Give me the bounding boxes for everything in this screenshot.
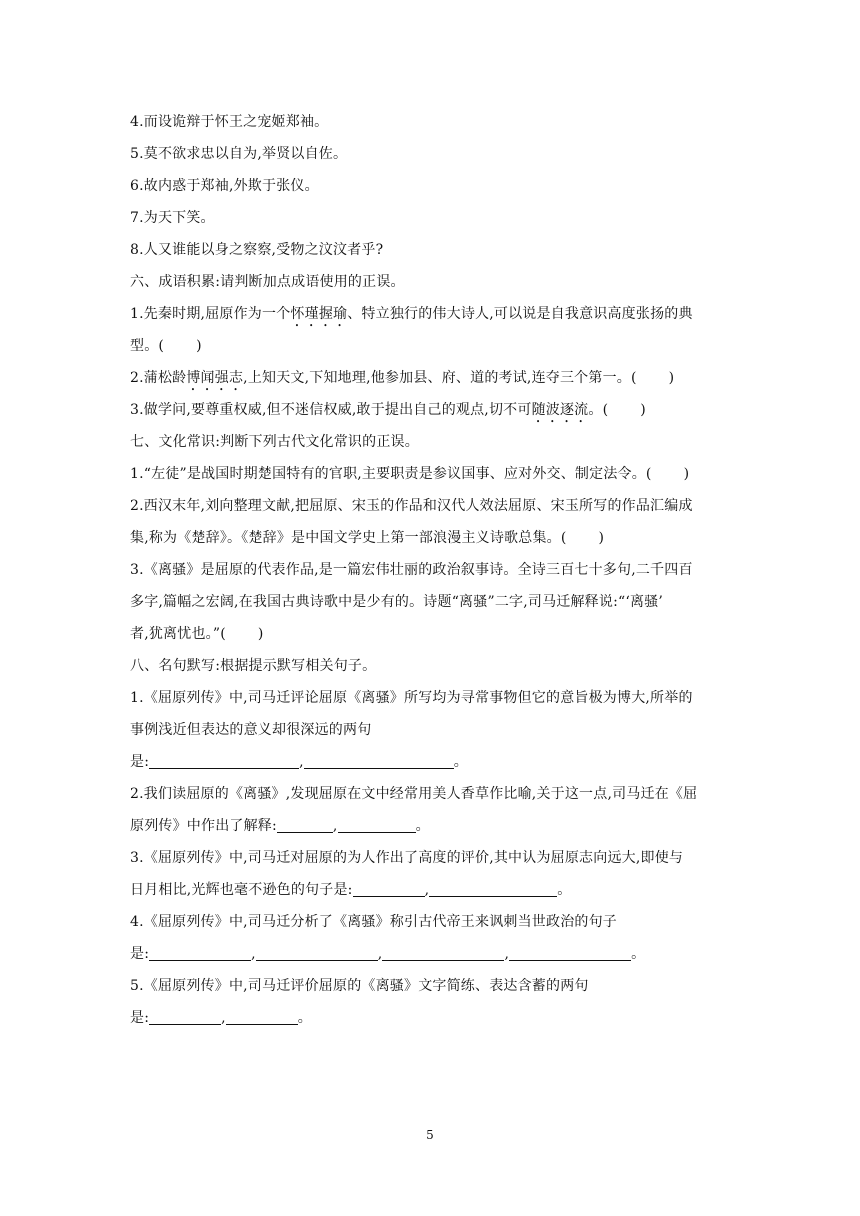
fill-blank[interactable] xyxy=(226,1008,298,1025)
sec8-q1-answer xyxy=(130,746,730,778)
sec7-q2-text: 集,称为《楚辞》。《楚辞》是中国文学史上第一部浪漫主义诗歌总集。( xyxy=(130,530,567,546)
sec6-q2-text: 2.蒲松龄 xyxy=(130,370,187,386)
line-4: 4.而设诡辩于怀王之宠姬郑袖。 xyxy=(130,114,329,130)
dotted-idiom: 怀瑾握瑜 xyxy=(290,306,348,322)
line-5: 5.莫不欲求忠以自为,举贤以自佐。 xyxy=(130,146,348,162)
sec8-q3-line2 xyxy=(130,874,730,906)
sec7-q2-line1: 2.西汉末年,刘向整理文献,把屈原、宋玉的作品和汉代人效法屈原、宋玉所写的作品汇编成 xyxy=(130,498,693,514)
sec8-q4-line1: 4.《屈原列传》中,司马迁分析了《离骚》称引古代帝王来讽刺当世政治的句子 xyxy=(130,914,618,930)
fill-blank[interactable] xyxy=(149,944,251,961)
sec7-q1 xyxy=(130,458,730,490)
fill-blank[interactable] xyxy=(256,944,378,961)
fill-blank[interactable] xyxy=(304,752,454,769)
sec8-q5-line1: 5.《屈原列传》中,司马迁评价屈原的《离骚》文字简练、表达含蓄的两句 xyxy=(130,978,589,994)
sec6-q1-line1 xyxy=(130,298,730,330)
sec8-q2-line1: 2.我们读屈原的《离骚》,发现屈原在文中经常用美人香草作比喻,关于这一点,司马迁在《屈 xyxy=(130,786,698,802)
section-6-heading: 六、成语积累:请判断加点成语使用的正误。 xyxy=(130,274,405,290)
separator: , xyxy=(377,946,383,962)
sec8-q1-line2: 事例浅近但表达的意义却很深远的两句 xyxy=(130,722,372,738)
section-8-heading: 八、名句默写:根据提示默写相关句子。 xyxy=(130,658,377,674)
sec6-q1-text-end: 型。( xyxy=(130,338,165,354)
page-number: 5 xyxy=(426,1128,434,1142)
fill-blank[interactable] xyxy=(338,816,416,833)
close-paren: ) xyxy=(668,370,675,386)
sec7-q3-line2: 多字,篇幅之宏阔,在我国古典诗歌中是少有的。诗题“离骚”二字,司马迁解释说:“‘离骚’ xyxy=(130,594,664,610)
sec8-q2-text: 原列传》中作出了解释: xyxy=(130,818,277,834)
separator: , xyxy=(221,1010,226,1026)
line-6: 6.故内惑于郑袖,外欺于张仪。 xyxy=(130,178,319,194)
sec6-q1-line2 xyxy=(130,330,730,362)
sec7-q2-line2 xyxy=(130,522,730,554)
sec6-q1-text: 1.先秦时期,屈原作为一个 xyxy=(130,306,291,322)
end-mark: 。 xyxy=(415,818,430,834)
close-paren: ) xyxy=(683,466,690,482)
sec7-q3-line3 xyxy=(130,618,730,650)
sec7-q1-text: 1.“左徒”是战国时期楚国特有的官职,主要职责是参议国事、应对外交、制定法令。( xyxy=(130,466,652,482)
line-8: 8.人又谁能以身之察察,受物之汶汶者乎? xyxy=(130,242,384,258)
end-mark: 。 xyxy=(297,1010,312,1026)
dotted-idiom: 博闻强志 xyxy=(186,370,244,386)
fill-blank[interactable] xyxy=(149,752,299,769)
sec6-q2 xyxy=(130,362,730,394)
sec6-q3-text: 3.做学问,要尊重权威,但不迷信权威,敢于提出自己的观点,切不可 xyxy=(130,402,532,418)
separator: , xyxy=(504,946,510,962)
sec6-q2-text-cont: ,上知天文,下知地理,他参加县、府、道的考试,连夺三个第一。( xyxy=(243,370,637,386)
sec6-q3-text-cont: 。( xyxy=(588,402,609,418)
answer-prefix: 是: xyxy=(130,754,150,770)
separator: , xyxy=(251,946,256,962)
end-mark: 。 xyxy=(631,946,646,962)
close-paren: ) xyxy=(598,530,605,546)
sec8-q5-answer xyxy=(130,1002,730,1034)
section-7-heading: 七、文化常识:判断下列古代文化常识的正误。 xyxy=(130,434,419,450)
sec6-q3 xyxy=(130,394,730,426)
sec8-q1-line1: 1.《屈原列传》中,司马迁评论屈原《离骚》所写均为寻常事物但它的意旨极为博大,所举的 xyxy=(130,690,693,706)
close-paren: ) xyxy=(640,402,646,418)
sec8-q3-line1: 3.《屈原列传》中,司马迁对屈原的为人作出了高度的评价,其中认为屈原志向远大,即使与 xyxy=(130,850,684,866)
sec6-q1-text-cont: 、特立独行的伟大诗人,可以说是自我意识高度张扬的典 xyxy=(347,306,693,322)
end-mark: 。 xyxy=(557,882,572,898)
sec8-q3-text: 日月相比,光辉也毫不逊色的句子是: xyxy=(130,882,353,898)
separator: , xyxy=(299,754,304,770)
sec8-q4-answer xyxy=(130,938,730,970)
sec7-q3-text: 者,犹离忧也。”( xyxy=(130,626,226,642)
line-7: 7.为天下笑。 xyxy=(130,210,215,226)
answer-prefix: 是: xyxy=(130,946,150,962)
separator: , xyxy=(332,818,338,834)
fill-blank[interactable] xyxy=(382,944,504,961)
close-paren: ) xyxy=(196,338,202,354)
sec7-q3-line1: 3.《离骚》是屈原的代表作品,是一篇宏伟壮丽的政治叙事诗。全诗三百七十多句,二千四百 xyxy=(130,562,693,578)
separator: , xyxy=(424,882,430,898)
close-paren: ) xyxy=(257,626,264,642)
fill-blank[interactable] xyxy=(429,880,557,897)
sec8-q2-line2 xyxy=(130,810,730,842)
end-mark: 。 xyxy=(453,754,468,770)
fill-blank[interactable] xyxy=(353,880,425,897)
fill-blank[interactable] xyxy=(277,816,333,833)
answer-prefix: 是: xyxy=(130,1010,150,1026)
fill-blank[interactable] xyxy=(149,1008,221,1025)
fill-blank[interactable] xyxy=(509,944,631,961)
document-body xyxy=(130,106,730,1034)
dotted-idiom: 随波逐流 xyxy=(531,402,589,418)
